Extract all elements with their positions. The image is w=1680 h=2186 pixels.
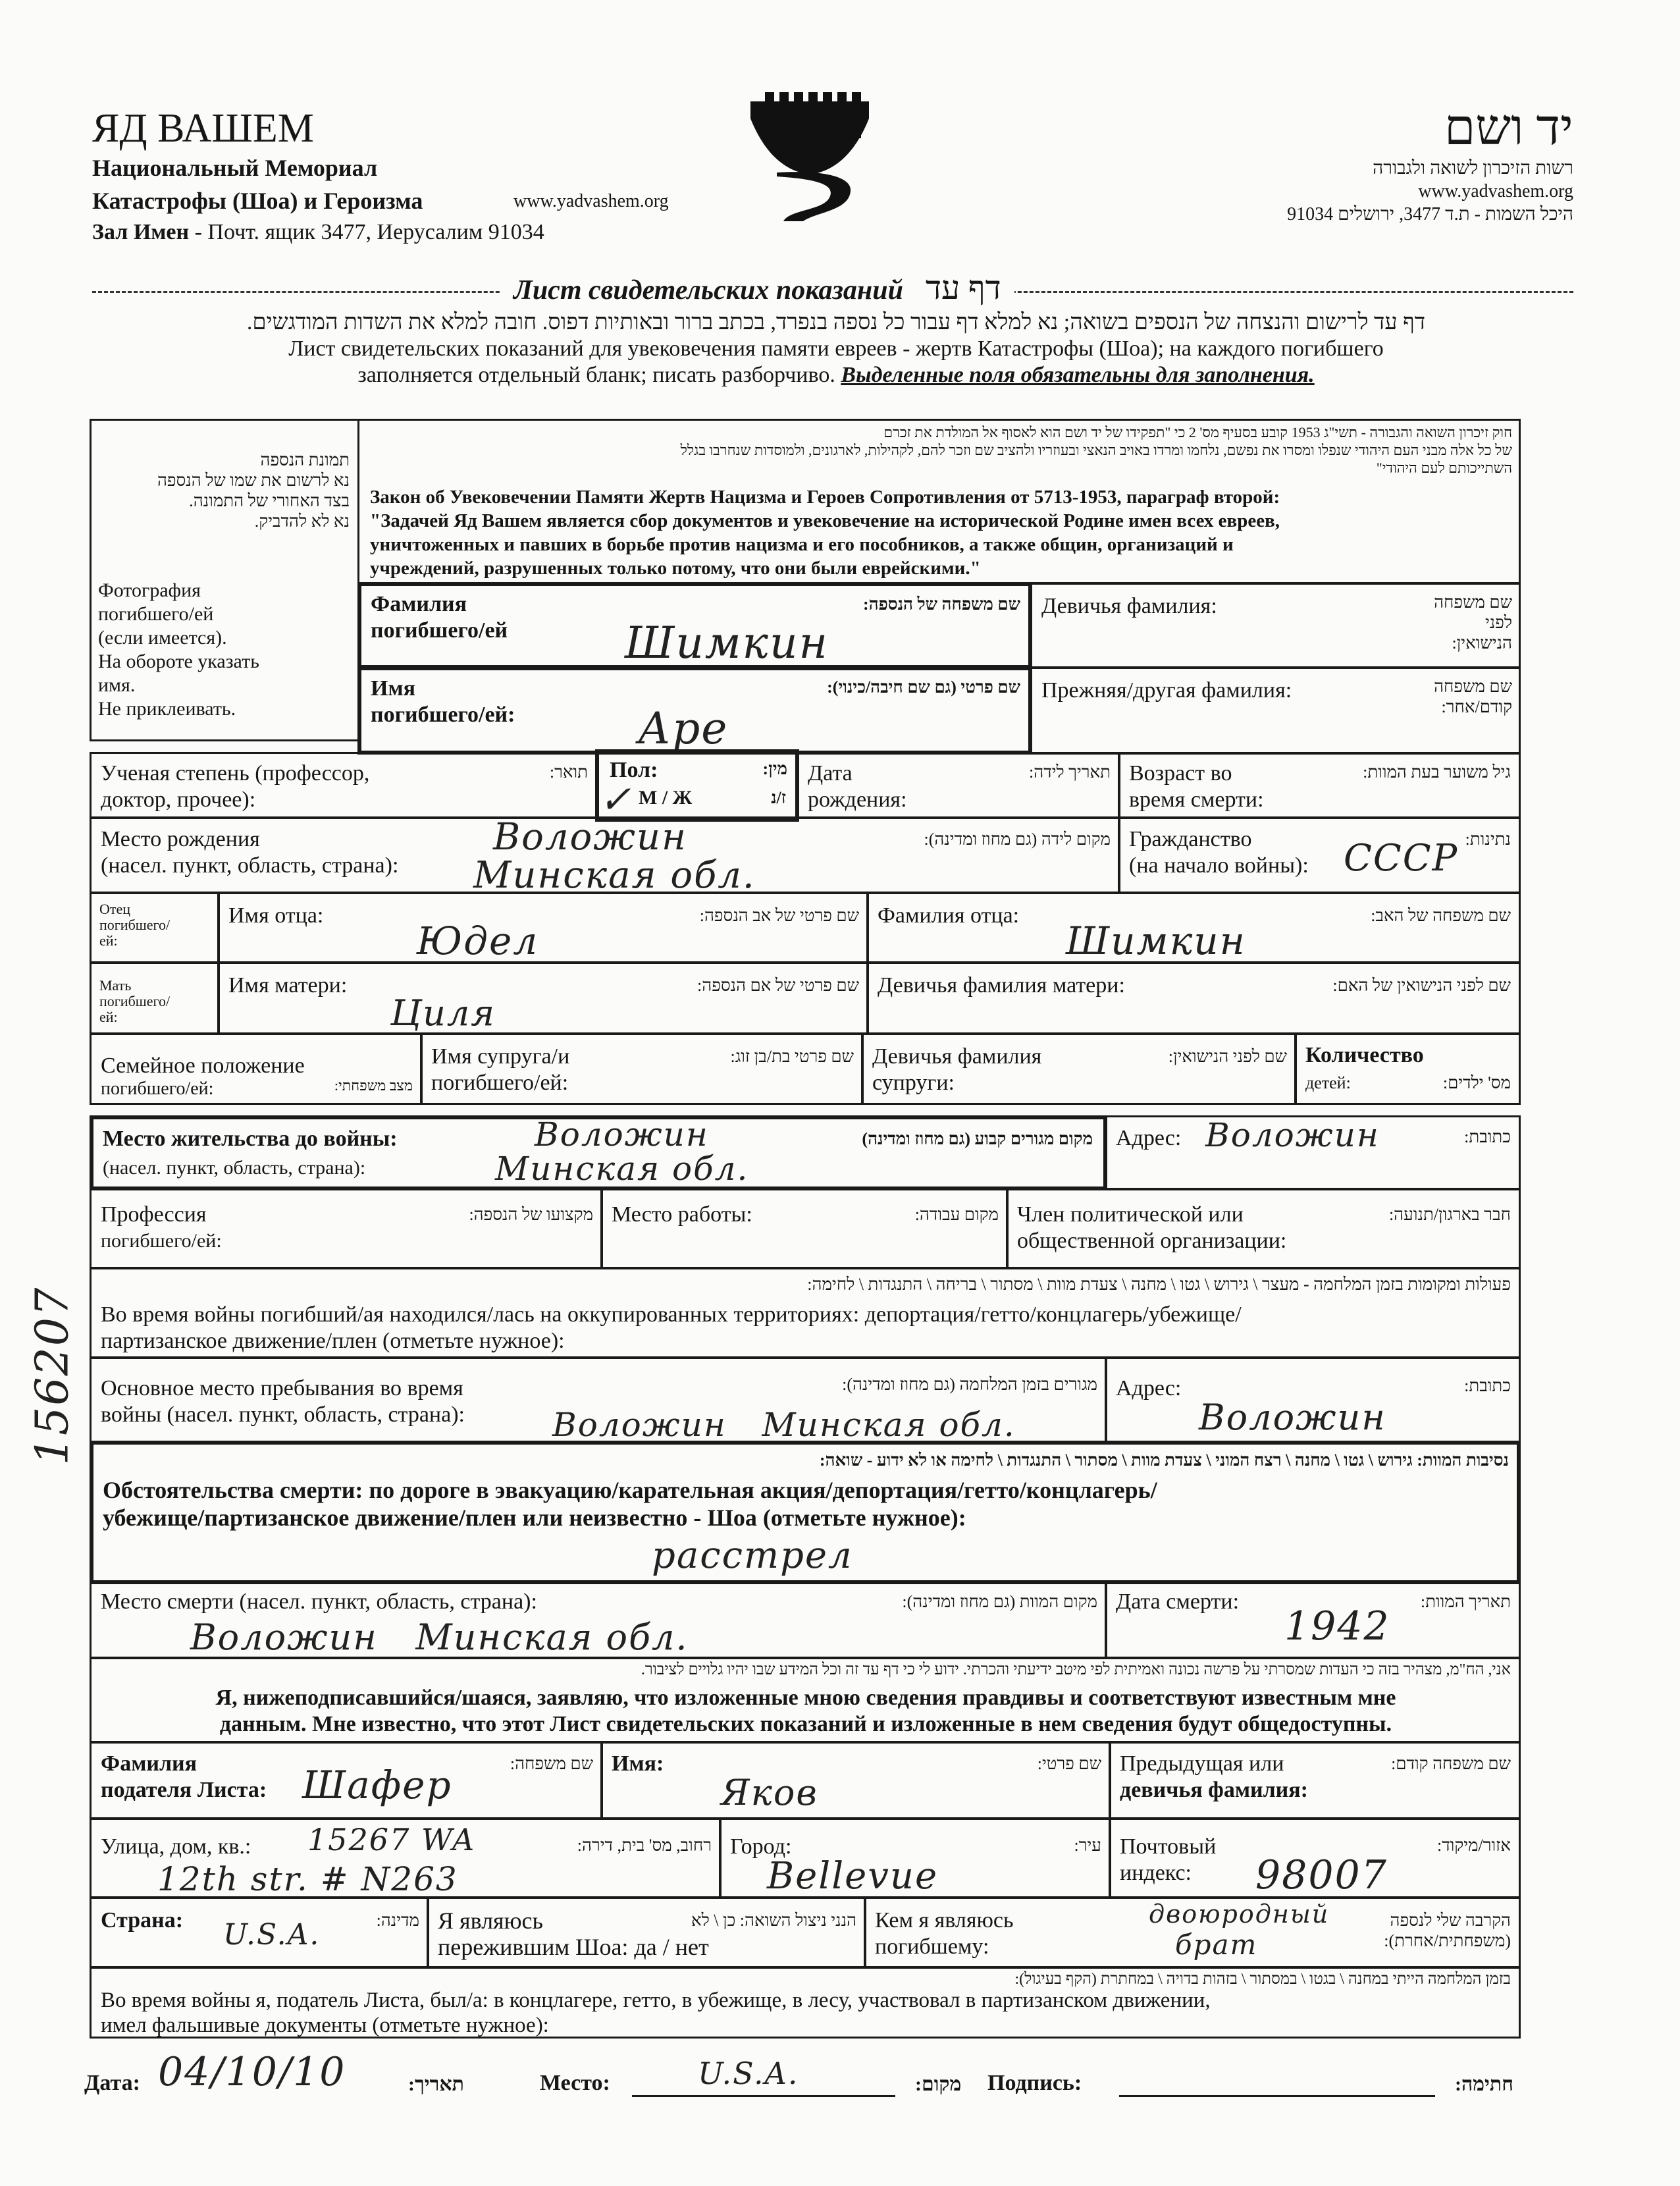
submitter-surname-label-he: שם משפחה: — [510, 1754, 593, 1773]
father-surname-label-ru: Фамилия отца: — [878, 903, 1020, 928]
form-title-ru: Лист свидетельских показаний — [513, 275, 903, 306]
birth-place-label-ru — [101, 826, 398, 879]
birth-date-field[interactable] — [797, 752, 1120, 819]
maiden-name-label-ru: Девичья фамилия: — [1041, 594, 1217, 618]
birth-place-value-2: Минская обл. — [473, 854, 756, 897]
birth-date-label-ru — [808, 760, 907, 813]
relation-field[interactable] — [864, 1896, 1521, 1969]
surname-field[interactable] — [357, 582, 1032, 669]
relation-value-2: брат — [1175, 1929, 1258, 1961]
declaration-ru-2: данным. Мне известно, что этот Лист свидетельских показаний и изложенные в нем сведения будут общедоступны. — [219, 1712, 1392, 1736]
instructions-ru-2-text: заполняется отдельный бланк; писать разборчиво. — [357, 363, 835, 387]
photo-ru-4: На обороте указать — [98, 651, 259, 672]
wartime-label-1: Во время войны погибший/ая находился/лась на оккупированных территориях: депортация/гетто/концлагерь/убежище/ — [101, 1302, 1242, 1327]
spouse-maiden-label-2: супруги: — [872, 1071, 955, 1095]
marital-label-2: погибшего/ей: — [101, 1079, 214, 1099]
country-label-he: מדינה: — [376, 1911, 419, 1930]
war-place-label-1: Основное место пребывания во время — [101, 1376, 463, 1400]
date-label-he: תאריך: — [408, 2073, 464, 2095]
street-value-1: 15267 WA — [307, 1822, 476, 1857]
first-name-label-ru — [371, 676, 515, 728]
photo-box — [90, 419, 359, 741]
marital-label-1: Семейное положение — [101, 1053, 305, 1078]
photo-ru-2: погибшего/ей — [98, 603, 214, 625]
survivor-label-ru — [438, 1907, 709, 1960]
form-title — [500, 269, 1014, 307]
address-label-he: כתובת: — [1464, 1127, 1511, 1146]
law-he-1: חוק זיכרון השואה והגבורה - תשי"ג 1953 קובע בסעיף מס' 2 כי "תפקידו של יד ושם הוא לאסוף אל המולדת את זכרם — [883, 424, 1512, 440]
degree-field[interactable] — [90, 752, 598, 819]
photo-ru — [98, 579, 355, 721]
mother-label-1: Мать — [99, 977, 132, 994]
death-circ-value: расстрел — [652, 1534, 853, 1577]
country-field[interactable] — [90, 1896, 429, 1969]
submitter-surname-field[interactable] — [90, 1741, 603, 1820]
citizenship-label-2: (на начало войны): — [1129, 853, 1309, 878]
war-place-label-2: войны (насел. пункт, область, страна): — [101, 1402, 465, 1427]
relation-label-he — [1384, 1910, 1511, 1951]
war-address-label-he: כתובת: — [1464, 1376, 1511, 1395]
birth-place-label-2: (насел. пункт, область, страна): — [101, 853, 399, 878]
spouse-maiden-field[interactable] — [861, 1032, 1297, 1105]
mother-label — [99, 978, 170, 1025]
mother-label-cell — [90, 961, 220, 1035]
place-label-he: מקום: — [915, 2073, 962, 2095]
relation-label-ru — [875, 1907, 1013, 1960]
submitter-prev-field[interactable] — [1109, 1741, 1521, 1820]
hall-of-names-label: Зал Имен — [92, 220, 190, 244]
spouse-name-label-he: שם פרטי בת/בן זוג: — [730, 1047, 854, 1066]
submitter-surname-label-1: Фамилия — [101, 1751, 197, 1776]
photo-he-2: נא לרשום את שמו של הנספה — [157, 471, 350, 490]
photo-he — [99, 450, 350, 531]
degree-label-2: доктор, прочее): — [101, 787, 256, 812]
spouse-maiden-label-he: שם לפני הנישואין: — [1168, 1047, 1287, 1066]
mother-name-label-ru: Имя матери: — [228, 973, 348, 998]
instructions-ru-bold: Выделенные поля обязательны для заполнения. — [841, 363, 1315, 387]
profession-label-he: מקצועו של הנספה: — [469, 1205, 593, 1224]
photo-ru-5: имя. — [98, 674, 136, 696]
age-death-field[interactable] — [1118, 752, 1521, 819]
residence-value-2: Минская обл. — [495, 1150, 749, 1188]
zip-label-he: אזור/מיקוד: — [1436, 1836, 1511, 1855]
death-circ-label-he: נסיבות המוות: גירוש \ גטו \ מחנה \ רצח המוני \ צעדת מוות \ מסתור \ התנגדות \ לחימה או לא ידוע - שואה: — [819, 1451, 1509, 1470]
birth-date-label-2: рождения: — [808, 787, 907, 812]
city-value: Bellevue — [767, 1855, 939, 1898]
website-right: www.yadvashem.org — [1418, 181, 1573, 201]
father-name-label-ru: Имя отца: — [228, 903, 324, 928]
marital-field[interactable] — [90, 1032, 423, 1105]
marital-label-ru — [101, 1053, 305, 1099]
wartime-label-he: פעולות ומקומות בזמן המלחמה - מעצר \ גירוש \ גטו \ מחנה \ צעדת מוות \ מסתור \ בריחה \ התנגדות \ לחימה: — [807, 1275, 1511, 1294]
street-label-he: רחוב, מס' בית, דירה: — [577, 1836, 712, 1855]
relation-value-1: двоюродный — [1149, 1900, 1330, 1929]
date-value[interactable]: 04/10/10 — [158, 2049, 346, 2095]
zip-label-ru — [1120, 1834, 1216, 1886]
relation-label-he-1: הקרבה שלי לנספה — [1390, 1911, 1511, 1930]
city-field[interactable] — [719, 1817, 1111, 1899]
date-label-ru: Дата: — [84, 2071, 140, 2095]
gender-label-he: מין: — [762, 759, 787, 778]
law-ru-1: Закон об Увековечении Памяти Жертв Нацизма и Героев Сопротивления от 5713-1953, параграф второй: — [370, 487, 1280, 508]
member-label-he: חבר בארגון/תנועה: — [1388, 1205, 1511, 1224]
mother-label-3: ей: — [99, 1009, 118, 1025]
org-line4-he: היכל השמות - ת.ד 3477, ירושלים 91034 — [1287, 204, 1573, 225]
age-death-label-he: גיל משוער בעת המוות: — [1363, 762, 1511, 782]
submitter-wartime-label-he: בזמן המלחמה הייתי במחנה \ בגטו \ במסתור \ בזהות בדויה \ במחתרת (הקף בעיגול): — [1014, 1971, 1511, 1988]
street-value-2: 12th str. # N263 — [157, 1860, 458, 1898]
prev-surname-label-ru: Прежняя/другая фамилия: — [1041, 678, 1292, 703]
age-death-label-2: время смерти: — [1129, 787, 1264, 812]
workplace-label-he: מקום עבודה: — [914, 1205, 999, 1224]
death-place-field[interactable] — [90, 1582, 1107, 1659]
war-place-label-he: מגורים בזמן המלחמה (גם מחוז ומדינה): — [842, 1375, 1097, 1394]
birth-place-value-1: Воложин — [493, 816, 687, 859]
survivor-label-he: הנני ניצול השואה: כן \ לא — [691, 1911, 856, 1930]
death-date-label-he: תאריך המוות: — [1420, 1592, 1511, 1611]
header-right — [1040, 99, 1573, 227]
father-label-3: ей: — [99, 932, 118, 949]
law-he — [367, 423, 1512, 477]
photo-ru-6: Не приклеивать. — [98, 698, 236, 720]
zip-label-1: Почтовый — [1120, 1834, 1217, 1859]
death-date-field[interactable] — [1105, 1582, 1521, 1659]
death-place-label-he: מקום המוות (גם מחוז ומדינה): — [902, 1592, 1097, 1611]
photo-he-4: נא לא להדביק. — [254, 512, 350, 531]
mother-maiden-label-ru: Девичья фамилия матери: — [878, 973, 1125, 998]
city-label-he: עיר: — [1074, 1836, 1101, 1855]
workplace-label-ru: Место работы: — [612, 1202, 752, 1227]
survivor-label-2: пережившим Шоа: да / нет — [438, 1934, 709, 1960]
mother-name-value: Циля — [390, 992, 496, 1034]
submitter-wartime-label-2: имел фальшивые документы (отметьте нужное): — [101, 2013, 549, 2037]
degree-label-ru — [101, 760, 369, 813]
first-name-label-1: Имя — [371, 676, 415, 701]
law-ru — [370, 485, 1515, 580]
war-place-value: Воложин Минская обл. — [552, 1406, 1016, 1444]
birth-date-label-he: תאריך לידה: — [1029, 762, 1111, 782]
submitter-wartime-field[interactable] — [90, 1966, 1521, 2039]
law-he-2: של כל אלה מבני העם היהודי שנפלו ומסרו את נפשם, נלחמו ומרדו באויב הנאצי ובעוזריו ולהציב שם וזכר להם, לקהילות, לארגונים, ולמוסדות שנחרבו בגלל — [680, 442, 1512, 458]
death-place-label-ru: Место смерти (насел. пункт, область, страна): — [101, 1589, 537, 1614]
submitter-prev-label-he: שם משפחה קודם: — [1391, 1754, 1511, 1773]
declaration-he: אני, הח"מ, מצהיר בזה כי העדות שמסרתי על פרשה נכונה ואמיתית לפי מיטב ידיעתי והכרתי. ידוע לי כי דף עד זה וכל המידע שבו יהיו גלויים לציבור. — [641, 1661, 1511, 1678]
spouse-maiden-label-1: Девичья фамилия — [872, 1044, 1042, 1069]
declaration-ru-1: Я, нижеподписавшийся/шаяся, заявляю, что изложенные мною сведения правдивы и соответствуют известным мне — [215, 1686, 1396, 1710]
spouse-name-label-2: погибшего/ей: — [431, 1071, 569, 1095]
workplace-field[interactable] — [600, 1188, 1009, 1269]
submitter-name-value: Яков — [721, 1772, 818, 1813]
submitter-prev-label-1: Предыдущая или — [1120, 1751, 1284, 1776]
maiden-name-label-he: שם משפחה לפני הנישואין: — [1434, 593, 1512, 653]
submitter-prev-label-2: девичья фамилия: — [1120, 1778, 1308, 1802]
marital-label-he: מצב משפחתי: — [334, 1077, 413, 1094]
war-address-label-ru: Адрес: — [1116, 1376, 1182, 1400]
citizenship-value: СССР — [1344, 837, 1459, 880]
org-line2-ru: Национальный Мемориал — [92, 155, 378, 181]
death-circ-label-ru — [103, 1476, 1518, 1532]
spouse-name-label-1: Имя супруга/и — [431, 1044, 570, 1069]
spouse-name-field[interactable] — [420, 1032, 864, 1105]
relation-label-he-2: (משפחתית/אחרת): — [1384, 1931, 1511, 1950]
prev-surname-field[interactable] — [1030, 666, 1521, 755]
father-label-2: погибшего/ — [99, 917, 171, 933]
mother-maiden-label-he: שם לפני הנישואין של האם: — [1332, 976, 1511, 995]
address-label-ru: Адрес: — [1116, 1126, 1182, 1150]
birth-date-label-1: Дата — [808, 761, 853, 786]
spouse-name-label-ru — [431, 1044, 569, 1096]
instructions-he: דף עד לרישום והנצחה של הנספים בשואה; נא למלא דף עבור כל נספה בנפרד, בכתב ברור ובאותיות דפוס. חובה למלא את השדות המודגשים. — [246, 310, 1426, 334]
member-field[interactable] — [1006, 1188, 1521, 1269]
zip-label-2: индекс: — [1120, 1861, 1192, 1885]
surname-label-ru — [371, 591, 508, 644]
mother-name-label-he: שם פרטי של אם הנספה: — [697, 976, 859, 995]
submitter-name-label-he: שם פרטי: — [1037, 1754, 1101, 1773]
submitter-name-label-ru: Имя: — [612, 1751, 664, 1776]
law-ru-4: учреждений, разрушенных только потому, что они были еврейскими." — [370, 558, 981, 579]
residence-value-1: Воложин — [535, 1115, 709, 1154]
citizenship-label-ru — [1129, 826, 1309, 879]
place-value[interactable]: U.S.A. — [698, 2056, 799, 2091]
father-label-cell — [90, 892, 220, 964]
instructions-ru-1: Лист свидетельских показаний для увековечения памяти евреев - жертв Катастрофы (Шоа); на каждого погибшего — [288, 336, 1384, 361]
residence-label-ru-1: Место жительства до войны: — [103, 1127, 398, 1151]
citizenship-label-1: Гражданство — [1129, 827, 1252, 851]
father-name-label-he: שם פרטי של אב הנספה: — [699, 906, 859, 925]
first-name-label-2: погибшего/ей: — [371, 703, 515, 727]
org-line4-ru — [92, 217, 750, 248]
member-label-ru — [1017, 1202, 1286, 1254]
org-title-ru: ЯД ВАШЕМ — [92, 106, 314, 151]
submitter-name-field[interactable] — [600, 1741, 1111, 1820]
submitter-prev-label-ru — [1120, 1751, 1308, 1803]
photo-he-3: בצד האחורי של התמונה. — [189, 491, 350, 510]
spouse-maiden-label-ru — [872, 1044, 1041, 1096]
menorah-logo-icon — [737, 92, 882, 224]
street-label-ru: Улица, дом, кв.: — [101, 1834, 251, 1859]
address-ru: - Почт. ящик 3477, Иерусалим 91034 — [189, 220, 544, 244]
submitter-surname-value: Шафер — [302, 1763, 452, 1807]
address-value: Воложин — [1205, 1116, 1380, 1154]
mother-maiden-field[interactable] — [866, 961, 1521, 1035]
mother-label-2: погибшего/ — [99, 993, 171, 1009]
father-name-value: Юдел — [417, 919, 539, 963]
degree-label-he: תואר: — [549, 762, 588, 782]
war-address-value: Воложин — [1199, 1397, 1386, 1438]
surname-label-1: Фамилия — [371, 592, 467, 616]
gender-options-ru: М / Ж — [639, 787, 693, 809]
place-label-ru: Место: — [540, 2071, 610, 2095]
place-line — [632, 2095, 895, 2097]
law-ru-2: "Задачей Яд Вашем является сбор документов и увековечение на исторической Родине имен всех евреев, — [370, 510, 1280, 531]
surname-label-he: שם משפחה של הנספה: — [863, 595, 1020, 614]
street-field[interactable] — [90, 1817, 722, 1899]
instructions-ru-2 — [105, 362, 1567, 388]
photo-he-1: תמונת הנספה — [260, 450, 350, 469]
father-label — [99, 901, 170, 949]
instructions — [105, 309, 1567, 388]
residence-label-ru-2: (насел. пункт, область, страна): — [103, 1157, 366, 1179]
sign-label-he: חתימה: — [1455, 2073, 1513, 2095]
declaration-box — [90, 1657, 1521, 1744]
survivor-field[interactable] — [427, 1896, 866, 1969]
father-surname-value: Шимкин — [1066, 919, 1246, 963]
relation-label-1: Кем я являюсь — [875, 1908, 1014, 1933]
prev-surname-label-he: שם משפחה קודם/אחר: — [1434, 677, 1512, 716]
age-death-label-1: Возраст во — [1129, 761, 1232, 786]
death-circ-label-1: Обстоятельства смерти: по дороге в эвакуацию/карательная акция/депортация/гетто/концлагерь/ — [103, 1477, 1157, 1503]
wartime-label-2: партизанское движение/плен (отметьте нужное): — [101, 1329, 565, 1353]
gender-field[interactable] — [595, 749, 799, 822]
submitter-wartime-label-ru — [101, 1988, 1516, 2038]
law-he-3: השתייכותם לעם היהודי" — [1376, 460, 1512, 476]
submitter-wartime-label-1: Во время войны я, податель Листа, был/а: в концлагере, гетто, в убежище, в лесу, участвовал в партизанском движении, — [101, 1988, 1211, 2012]
profession-label-1: Профессия — [101, 1202, 207, 1227]
submitter-surname-label-2: подателя Листа: — [101, 1778, 267, 1802]
city-label-ru: Город: — [730, 1834, 792, 1859]
form-title-he: דף עד — [925, 269, 1001, 306]
submitter-surname-label-ru — [101, 1751, 267, 1803]
country-value: U.S.A. — [223, 1918, 321, 1952]
residence-field[interactable] — [90, 1115, 1107, 1190]
margin-number: 156207 — [26, 1286, 79, 1466]
father-surname-label-he: שם משפחה של האב: — [1371, 906, 1511, 925]
mother-name-field[interactable] — [217, 961, 869, 1035]
profession-field[interactable] — [90, 1188, 603, 1269]
gender-label-ru: Пол: — [610, 758, 658, 782]
war-place-field[interactable] — [90, 1356, 1107, 1443]
war-address-field[interactable] — [1105, 1356, 1521, 1443]
birth-place-label-he: מקום לידה (גם מחוז ומדינה): — [924, 830, 1111, 849]
member-label-1: Член политической или — [1017, 1202, 1244, 1227]
survivor-label-1: Я являюсь — [438, 1907, 543, 1934]
death-circ-label-2: убежище/партизанское движение/плен или неизвестно - Шоа (отметьте нужное): — [103, 1505, 966, 1531]
org-title-he: יד ושם — [1444, 100, 1573, 155]
citizenship-field[interactable] — [1118, 816, 1521, 894]
sign-label-ru: Подпись: — [987, 2071, 1082, 2095]
photo-ru-1: Фотография — [98, 579, 201, 601]
address-field[interactable] — [1105, 1115, 1521, 1190]
death-place-value: Воложин Минская обл. — [190, 1616, 689, 1658]
birth-place-label-1: Место рождения — [101, 827, 260, 851]
birth-place-field[interactable] — [90, 816, 1120, 897]
wartime-field[interactable] — [90, 1267, 1521, 1359]
children-label-ru-2: детей: — [1305, 1073, 1351, 1092]
first-name-label-he: שם פרטי (גם שם חיבה/כינוי): — [827, 678, 1020, 697]
death-date-value: 1942 — [1284, 1603, 1390, 1649]
father-surname-field[interactable] — [866, 892, 1521, 964]
father-label-1: Отец — [99, 901, 131, 917]
degree-label-1: Ученая степень (профессор, — [101, 761, 370, 786]
declaration-ru — [92, 1685, 1520, 1738]
war-place-label-ru — [101, 1375, 465, 1428]
org-line2-he: רשות הזיכרון לשואה ולגבורה — [1373, 158, 1573, 178]
gender-checkmark: ✓ — [599, 777, 633, 822]
first-name-field[interactable] — [357, 666, 1032, 755]
surname-label-2: погибшего/ей — [371, 618, 508, 643]
maiden-name-field[interactable] — [1030, 582, 1521, 669]
wartime-label-ru — [101, 1302, 1516, 1354]
residence-label-he: מקום מגורים קבוע (גם מחוז ומדינה) — [862, 1129, 1093, 1148]
relation-label-2: погибшему: — [875, 1934, 989, 1959]
first-name-value: Аре — [638, 703, 729, 754]
header-left — [92, 105, 750, 248]
father-name-field[interactable] — [217, 892, 869, 964]
country-label-ru: Страна: — [101, 1908, 184, 1933]
gender-options-he: ז/נ — [771, 788, 786, 807]
age-death-label-ru — [1129, 760, 1264, 813]
law-box — [357, 419, 1521, 585]
member-label-2: общественной организации: — [1017, 1229, 1287, 1253]
children-label-ru-1: Количество — [1305, 1043, 1424, 1067]
org-line3-ru: Катастрофы (Шоа) и Героизма — [92, 188, 423, 214]
children-label-he: מס' ילדים: — [1442, 1073, 1511, 1092]
citizenship-label-he: נתינות: — [1465, 830, 1511, 849]
children-field[interactable] — [1294, 1032, 1521, 1105]
profession-label-2: погибшего/ей: — [101, 1230, 222, 1252]
photo-ru-3: (если имеется). — [98, 627, 227, 649]
surname-value: Шимкин — [625, 618, 829, 668]
zip-value: 98007 — [1255, 1852, 1388, 1898]
signature-line[interactable] — [1119, 2095, 1435, 2097]
law-ru-3: уничтоженных и павших в борьбе против нацизма и его пособников, а также общин, организаций и — [370, 534, 1234, 555]
death-date-label-ru: Дата смерти: — [1116, 1589, 1240, 1614]
zip-field[interactable] — [1109, 1817, 1521, 1899]
website-left: www.yadvashem.org — [513, 191, 669, 211]
profession-label-ru — [101, 1202, 222, 1254]
